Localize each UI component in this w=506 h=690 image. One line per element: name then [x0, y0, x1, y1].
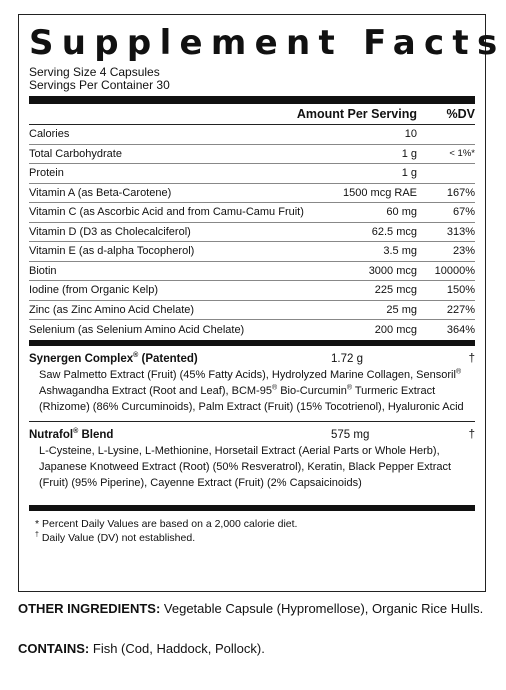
nutrient-amount: 1500 mcg RAE: [343, 186, 417, 199]
nutrient-row: [29, 320, 475, 340]
registered-mark: ®: [346, 383, 352, 391]
nutrient-name: Vitamin E (as d-alpha Tocopherol): [29, 245, 195, 258]
blend-gap: [391, 351, 435, 367]
blend-name: [29, 427, 331, 443]
nutrient-amount: 1 g: [401, 167, 417, 180]
serving-size: Serving Size 4 Capsules: [29, 65, 160, 79]
dv-header: %DV: [446, 107, 475, 121]
contains: [18, 640, 486, 658]
nutrient-row: [29, 281, 475, 301]
footnote-dv: * Percent Daily Values are based on a 2,000 calorie diet.: [35, 517, 298, 530]
nutrient-dv: 167%: [446, 186, 475, 199]
nutrient-row: [29, 223, 475, 243]
bottom-divider: [29, 505, 475, 511]
nutrient-name: Protein: [29, 167, 64, 180]
nutrient-amount: 25 mg: [386, 303, 417, 316]
nutrient-row: [29, 164, 475, 184]
servings-per-container: Servings Per Container 30: [29, 78, 170, 92]
nutrient-row: [29, 301, 475, 321]
nutrient-dv: 150%: [446, 284, 475, 297]
contains-text: Fish (Cod, Haddock, Pollock).: [89, 641, 265, 656]
nutrient-amount: 1 g: [401, 147, 417, 160]
nutrient-row: [29, 203, 475, 223]
proprietary-blend: [29, 421, 475, 491]
registered-mark: ®: [455, 367, 462, 375]
nutrient-dv: < 1%*: [449, 148, 475, 160]
nutrient-name: Biotin: [29, 264, 57, 277]
blend-name: [29, 351, 331, 367]
registered-mark: ®: [73, 427, 79, 435]
nutrient-dv: 67%: [452, 206, 475, 219]
nutrient-dv: 364%: [446, 323, 475, 336]
blend-dv: †: [468, 352, 475, 365]
footnote-dagger: [29, 531, 475, 545]
contains-label: CONTAINS:: [18, 641, 90, 656]
nutrient-row: [29, 184, 475, 204]
blend-ingredients: [29, 367, 475, 415]
nutrient-dv: 10000%: [434, 264, 475, 277]
nutrient-name: Calories: [29, 128, 70, 141]
registered-mark: ®: [271, 383, 278, 391]
ingredient-text: Bio-Curcumin: [277, 384, 347, 397]
nutrient-row: [29, 262, 475, 282]
nutrient-name: Iodine (from Organic Kelp): [29, 284, 158, 297]
blend-header: [29, 427, 475, 443]
blend-name-text: Nutrafol: [29, 428, 74, 441]
nutrient-amount: 62.5 mcg: [371, 225, 417, 238]
nutrient-amount: 225 mcg: [374, 284, 417, 297]
nutrient-row: [29, 125, 475, 145]
other-ingredients: [18, 600, 486, 618]
column-header-row: [29, 104, 475, 125]
nutrient-name: Vitamin D (D3 as Cholecalciferol): [29, 225, 191, 238]
other-ingredients-text: Vegetable Capsule (Hypromellose), Organic Rice Hulls.: [160, 601, 484, 616]
nutrient-name: Total Carbohydrate: [29, 147, 122, 160]
dagger-text: Daily Value (DV) not established.: [38, 531, 196, 544]
blend-name-suffix: Blend: [78, 428, 114, 441]
nutrient-row: [29, 242, 475, 262]
blend-dv: †: [468, 428, 475, 441]
nutrient-amount: 3.5 mg: [383, 245, 417, 258]
nutrient-name: Vitamin C (as Ascorbic Acid and from Camu-Camu Fruit): [29, 206, 304, 219]
blend-ingredients: [29, 443, 475, 491]
blend-gap: [391, 427, 435, 443]
nutrient-table: [29, 125, 475, 340]
ingredient-text: Turmeric Extract (Rhizome) (86% Curcuminoids), Palm Extract (Fruit) (15% Tocotrienol), Hyaluronic Acid: [39, 384, 464, 413]
nutrient-name: Selenium (as Selenium Amino Acid Chelate): [29, 323, 245, 336]
nutrient-amount: 60 mg: [386, 206, 417, 219]
ingredient-text: Saw Palmetto Extract (Fruit) (45% Fatty Acids), Hydrolyzed Marine Collagen, Sensoril: [39, 368, 456, 381]
amount-per-serving-header: Amount Per Serving: [296, 107, 417, 121]
nutrient-dv: 23%: [452, 245, 475, 258]
registered-mark: ®: [133, 351, 139, 359]
nutrient-amount: 200 mcg: [374, 323, 417, 336]
ingredient-text: L-Cysteine, L-Lysine, L-Methionine, Horsetail Extract (Aerial Parts or Whole Herb), Japanese Knotweed Extract (Root) (50% Resveratrol), Keratin, Black Pepper Extract (Fruit) (95% Piperine), Cayenne Extract (Fruit) (2% Capsaicinoids): [39, 444, 452, 489]
nutrient-name: Zinc (as Zinc Amino Acid Chelate): [29, 303, 195, 316]
nutrient-name: Vitamin A (as Beta-Carotene): [29, 186, 172, 199]
proprietary-blend: [29, 346, 475, 415]
nutrient-row: [29, 145, 475, 165]
blend-list: [29, 346, 475, 491]
ingredient-text: Ashwagandha Extract (Root and Leaf), BCM-95: [39, 384, 272, 397]
supplement-facts-panel: [18, 14, 506, 592]
nutrient-amount: 3000 mcg: [368, 264, 417, 277]
nutrient-dv: 227%: [446, 303, 475, 316]
blend-name-suffix: (Patented): [138, 352, 198, 365]
nutrient-amount: 10: [404, 128, 417, 141]
blend-header: [29, 351, 475, 367]
thick-divider: [29, 96, 475, 104]
blend-amount: 1.72 g: [331, 352, 363, 365]
other-ingredients-label: OTHER INGREDIENTS:: [18, 601, 161, 616]
dagger-symbol: †: [35, 531, 39, 538]
panel-title: Supplement Facts: [29, 23, 506, 63]
blend-amount: 575 mg: [331, 428, 370, 441]
nutrient-dv: 313%: [446, 225, 475, 238]
blend-name-text: Synergen Complex: [29, 352, 134, 365]
